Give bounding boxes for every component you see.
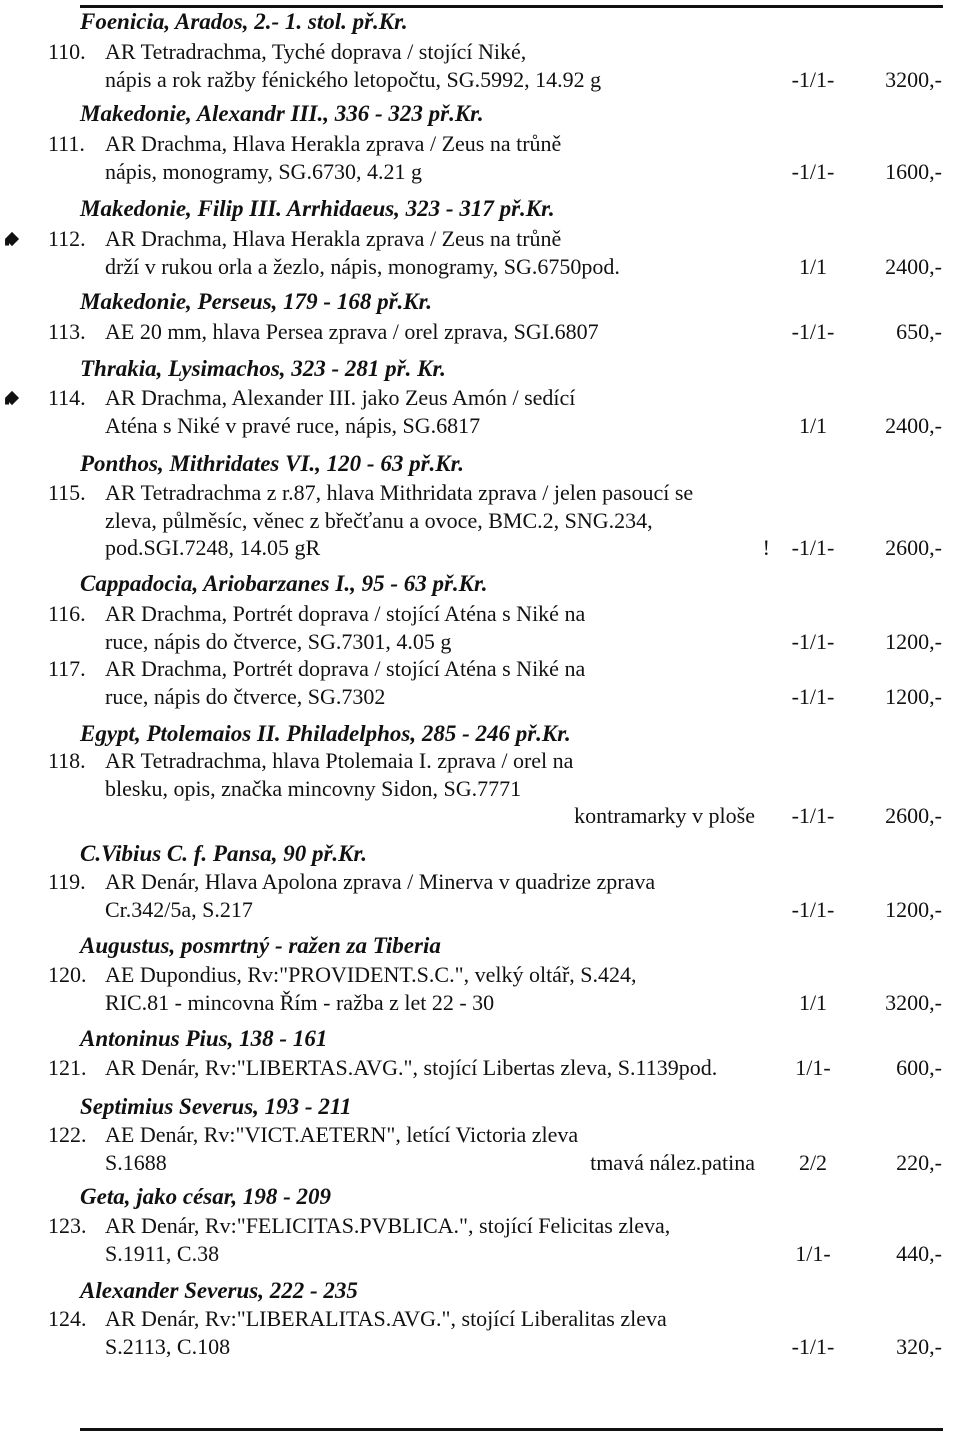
lot-price: 440,- — [896, 1240, 942, 1266]
catalog-line — [0, 655, 960, 683]
catalog-line — [0, 868, 960, 896]
catalog-line — [0, 1333, 960, 1361]
lot-price: 320,- — [896, 1333, 942, 1359]
lot-description: AE 20 mm, hlava Persea zprava / orel zprava, SGI.6807 — [105, 319, 599, 344]
lot-description: ruce, nápis do čtverce, SG.7301, 4.05 g — [105, 628, 452, 654]
lot-price: 2600,- — [885, 803, 942, 828]
lot-description: AR Denár, Rv:"LIBERTAS.AVG.", stojící Libertas zleva, S.1139pod. — [105, 1055, 718, 1080]
catalog-line — [0, 989, 960, 1017]
lot-description: AR Denár, Rv:"LIBERALITAS.AVG.", stojící Liberalitas zleva — [105, 1306, 667, 1331]
catalog-line — [0, 961, 960, 989]
lot-description: S.2113, C.108 — [105, 1333, 231, 1359]
lot-note: kontramarky v ploše — [574, 803, 755, 828]
catalog-line — [0, 896, 960, 924]
lot-grade: 1/1 — [798, 989, 828, 1015]
catalog-line — [0, 534, 960, 562]
section-heading: Makedonie, Perseus, 179 - 168 př.Kr. — [80, 289, 433, 314]
lot-description: blesku, opis, značka mincovny Sidon, SG.7771 — [105, 775, 522, 801]
lot-grade: 1/1- — [795, 1240, 831, 1266]
catalog-line — [0, 318, 960, 346]
section-heading: Antoninus Pius, 138 - 161 — [80, 1026, 328, 1051]
section-heading: Augustus, posmrtný - ražen za Tiberia — [80, 933, 441, 958]
lot-number: 116. — [48, 601, 86, 626]
lot-number: 120. — [48, 962, 87, 987]
lot-grade: -1/1- — [791, 683, 835, 709]
lot-price: 2400,- — [885, 412, 942, 438]
catalog-line — [0, 225, 960, 253]
lot-description: nápis, monogramy, SG.6730, 4.21 g — [105, 158, 422, 184]
lot-number: 113. — [48, 319, 86, 344]
lot-number: 117. — [48, 656, 86, 681]
lot-price: 1200,- — [885, 896, 942, 922]
lot-description: zleva, půlměsíc, věnec z břečťanu a ovoce, BMC.2, SNG.234, — [105, 507, 653, 533]
lot-description: S.1911, C.38 — [105, 1240, 220, 1266]
lot-grade: 2/2 — [798, 1149, 828, 1175]
lot-number: 115. — [48, 480, 86, 505]
lot-description: AR Tetradrachma, hlava Ptolemaia I. zprava / orel na — [105, 748, 574, 773]
lot-description: nápis a rok ražby fénického letopočtu, SG.5992, 14.92 g — [105, 66, 602, 92]
lot-grade: -1/1- — [791, 628, 835, 654]
catalog-line — [0, 1149, 960, 1177]
lot-description: S.1688 — [105, 1149, 167, 1175]
catalog-line — [0, 600, 960, 628]
section-heading: C.Vibius C. f. Pansa, 90 př.Kr. — [80, 841, 367, 866]
catalog-line — [0, 479, 960, 507]
lot-price: 220,- — [896, 1149, 942, 1175]
lot-grade: -1/1- — [791, 896, 835, 922]
lot-grade: -1/1- — [791, 535, 835, 560]
lot-grade: -1/1- — [791, 66, 835, 92]
catalog-line — [0, 683, 960, 711]
lot-number: 112. — [48, 226, 86, 251]
lot-price: 1600,- — [885, 158, 942, 184]
catalog-line — [0, 66, 960, 94]
lot-description: Aténa s Niké v pravé ruce, nápis, SG.6817 — [105, 412, 481, 438]
catalog-line — [0, 775, 960, 803]
catalog-line — [0, 253, 960, 281]
lot-description: AR Drachma, Alexander III. jako Zeus Amón / sedící — [105, 385, 576, 410]
lot-description: AR Drachma, Hlava Herakla zprava / Zeus na trůně — [105, 131, 562, 156]
catalog-line — [0, 1121, 960, 1149]
spade-marker-icon — [5, 232, 19, 246]
catalog-line — [0, 507, 960, 535]
bottom-rule — [80, 1428, 943, 1431]
lot-number: 110. — [48, 39, 86, 64]
catalog-line — [0, 1212, 960, 1240]
lot-number: 114. — [48, 385, 86, 410]
lot-price: 600,- — [896, 1055, 942, 1080]
section-heading: Thrakia, Lysimachos, 323 - 281 př. Kr. — [80, 356, 446, 381]
catalog-line — [0, 628, 960, 656]
lot-price: 2600,- — [885, 535, 942, 560]
lot-description: AE Denár, Rv:"VICT.AETERN", letící Victoria zleva — [105, 1122, 579, 1147]
catalog-line — [0, 384, 960, 412]
section-heading: Septimius Severus, 193 - 211 — [80, 1094, 352, 1119]
lot-number: 124. — [48, 1306, 87, 1331]
lot-grade: 1/1- — [795, 1055, 831, 1080]
lot-price: 2400,- — [885, 253, 942, 279]
section-heading: Alexander Severus, 222 - 235 — [80, 1278, 358, 1303]
lot-grade: 1/1 — [798, 253, 828, 279]
lot-price: 650,- — [896, 319, 942, 344]
catalog-line — [0, 1054, 960, 1082]
lot-grade: -1/1- — [791, 803, 835, 828]
catalog-line — [0, 1305, 960, 1333]
catalog-line — [0, 412, 960, 440]
section-heading: Geta, jako césar, 198 - 209 — [80, 1184, 332, 1209]
lot-description: AR Drachma, Portrét doprava / stojící Aténa s Niké na — [105, 601, 586, 626]
catalog-line — [0, 158, 960, 186]
section-heading: Foenicia, Arados, 2.- 1. stol. př.Kr. — [80, 9, 408, 34]
lot-description: AR Denár, Hlava Apolona zprava / Minerva v quadrize zprava — [105, 869, 656, 894]
catalog-line — [0, 1240, 960, 1268]
lot-price: 3200,- — [885, 989, 942, 1015]
lot-description: RIC.81 - mincovna Řím - ražba z let 22 - 30 — [105, 989, 495, 1015]
lot-note: tmavá nález.patina — [590, 1149, 755, 1175]
catalog-line — [0, 38, 960, 66]
lot-number: 111. — [48, 131, 85, 156]
lot-grade: -1/1- — [791, 158, 835, 184]
lot-description: AR Tetradrachma, Tyché doprava / stojící Niké, — [105, 39, 527, 64]
catalog-line — [0, 802, 960, 830]
catalog-line — [0, 130, 960, 158]
lot-description: AR Drachma, Portrét doprava / stojící Aténa s Niké na — [105, 656, 586, 681]
lot-description: AR Denár, Rv:"FELICITAS.PVBLICA.", stojící Felicitas zleva, — [105, 1213, 671, 1238]
section-heading: Cappadocia, Ariobarzanes I., 95 - 63 př.Kr. — [80, 571, 488, 596]
lot-number: 122. — [48, 1122, 87, 1147]
lot-price: 3200,- — [885, 66, 942, 92]
lot-price: 1200,- — [885, 628, 942, 654]
lot-description: AE Dupondius, Rv:"PROVIDENT.S.C.", velký oltář, S.424, — [105, 962, 637, 987]
section-heading: Ponthos, Mithridates VI., 120 - 63 př.Kr. — [80, 451, 465, 476]
lot-description: Cr.342/5a, S.217 — [105, 896, 253, 922]
lot-grade: -1/1- — [791, 319, 835, 344]
lot-description: AR Drachma, Hlava Herakla zprava / Zeus na trůně — [105, 226, 562, 251]
lot-note: ! — [762, 535, 770, 560]
section-heading: Makedonie, Alexandr III., 336 - 323 př.Kr. — [80, 101, 484, 126]
lot-number: 119. — [48, 869, 86, 894]
lot-grade: 1/1 — [798, 412, 828, 438]
lot-description: drží v rukou orla a žezlo, nápis, monogramy, SG.6750pod. — [105, 253, 620, 279]
section-heading: Egypt, Ptolemaios II. Philadelphos, 285 - 246 př.Kr. — [80, 721, 571, 746]
lot-grade: -1/1- — [791, 1333, 835, 1359]
spade-marker-icon — [5, 391, 19, 405]
lot-number: 121. — [48, 1055, 87, 1080]
lot-description: pod.SGI.7248, 14.05 gR — [105, 535, 321, 560]
lot-number: 123. — [48, 1213, 87, 1238]
lot-description: AR Tetradrachma z r.87, hlava Mithridata zprava / jelen pasoucí se — [105, 480, 694, 505]
lot-number: 118. — [48, 748, 86, 773]
catalog-line — [0, 747, 960, 775]
lot-price: 1200,- — [885, 683, 942, 709]
section-heading: Makedonie, Filip III. Arrhidaeus, 323 - 317 př.Kr. — [80, 196, 555, 221]
lot-description: ruce, nápis do čtverce, SG.7302 — [105, 683, 386, 709]
